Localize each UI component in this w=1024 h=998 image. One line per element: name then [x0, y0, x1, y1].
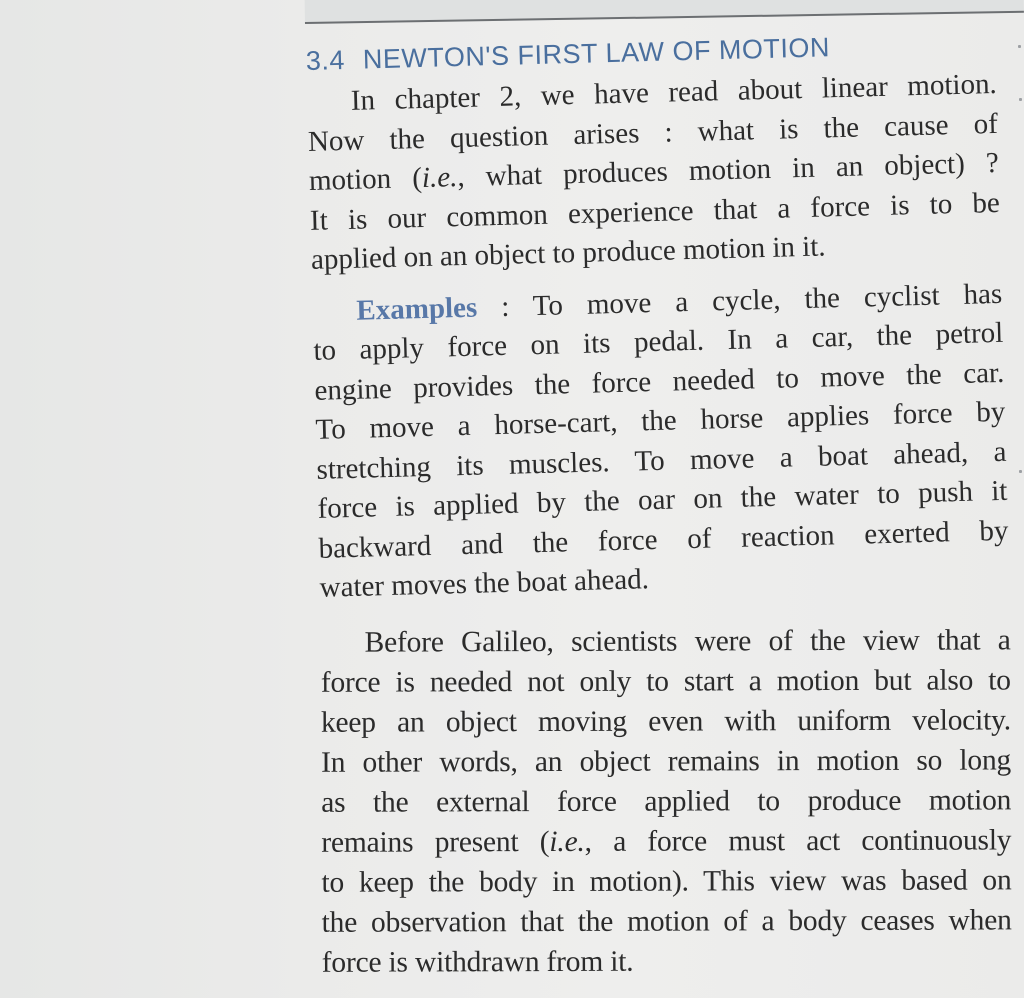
text-line: applied on an object to produce motion in it. [310, 230, 826, 276]
text-line: In other words, an object remains in motion so long [320, 743, 1012, 779]
section-title: NEWTON'S FIRST LAW OF MOTION [362, 32, 831, 75]
examples-label: Examples [355, 291, 478, 327]
text-line: In chapter 2, we have read about linear motion. [350, 67, 998, 117]
text-line: Now the question arises : what is the cause of [307, 107, 999, 158]
text-line: to keep the body in motion). This view was based on [321, 863, 1012, 899]
text-line: It is our common experience that a force is to be [309, 186, 1001, 237]
text-line: keep an object moving even with uniform velocity. [320, 703, 1011, 739]
text-line: force is withdrawn from it. [321, 945, 634, 979]
paragraph-galileo [321, 620, 1012, 982]
text-line: force is needed not only to start a motion but also to [320, 663, 1011, 699]
text-line: engine provides the force needed to move the car. [314, 356, 1005, 407]
text-line: force is applied by the oar on the water to push it [317, 474, 1008, 525]
text-line: stretching its muscles. To move a boat ahead, a [316, 435, 1007, 486]
text-line: motion (i.e., what produces motion in an object) ? [308, 146, 1000, 197]
text-line: Examples : To move a cycle, the cyclist has [355, 277, 1003, 327]
text-line: as the external force applied to produce motion [321, 783, 1012, 819]
textbook-page [305, 10, 1020, 982]
paragraph-intro [306, 65, 1001, 280]
text-line: Before Galileo, scientists were of the view that a [364, 623, 1011, 659]
paragraph-examples [312, 274, 1010, 608]
paper-speck [1019, 470, 1022, 473]
text-line: To move a horse-cart, the horse applies force by [315, 395, 1006, 446]
text-line: backward and the force of reaction exerted by [318, 514, 1009, 565]
paper-speck [1018, 45, 1021, 48]
paper-speck [1019, 98, 1022, 101]
text-line: the observation that the motion of a body ceases when [321, 903, 1012, 939]
text-line: to apply force on its pedal. In a car, the petrol [313, 316, 1004, 367]
text-line: water moves the boat ahead. [319, 563, 650, 604]
text-line: remains present (i.e., a force must act continuously [321, 823, 1012, 859]
section-number: 3.4 [305, 44, 346, 76]
